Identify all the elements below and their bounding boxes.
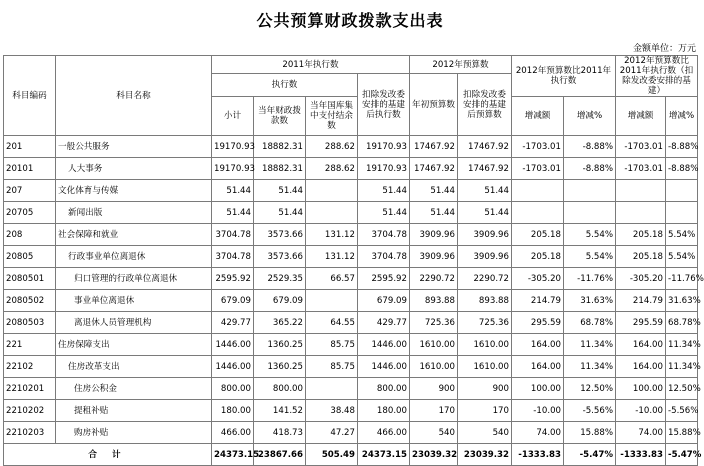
row-value: 17467.92 bbox=[458, 158, 512, 180]
row-value: 51.44 bbox=[212, 180, 254, 202]
row-value: 164.00 bbox=[512, 356, 564, 378]
row-value: 3573.66 bbox=[254, 246, 306, 268]
row-value: -11.76% bbox=[564, 268, 616, 290]
row-name: 人大事务 bbox=[56, 158, 212, 180]
row-value: 66.57 bbox=[306, 268, 358, 290]
row-value: -5.56% bbox=[564, 400, 616, 422]
row-value: 85.75 bbox=[306, 334, 358, 356]
row-value: -5.56% bbox=[666, 400, 698, 422]
row-value: -305.20 bbox=[616, 268, 666, 290]
row-code: 2080502 bbox=[4, 290, 56, 312]
row-value: 51.44 bbox=[458, 202, 512, 224]
total-value: -1333.83 bbox=[616, 444, 666, 466]
row-value: 31.63% bbox=[564, 290, 616, 312]
row-value: -8.88% bbox=[666, 158, 698, 180]
row-code: 207 bbox=[4, 180, 56, 202]
row-value: 1360.25 bbox=[254, 334, 306, 356]
row-name: 购房补贴 bbox=[56, 422, 212, 444]
table-row bbox=[4, 334, 698, 356]
row-value: 3704.78 bbox=[212, 224, 254, 246]
total-value: 23867.66 bbox=[254, 444, 306, 466]
row-value: 800.00 bbox=[358, 378, 410, 400]
row-value: 679.09 bbox=[212, 290, 254, 312]
row-value: 85.75 bbox=[306, 356, 358, 378]
row-value: 679.09 bbox=[254, 290, 306, 312]
row-value: 131.12 bbox=[306, 224, 358, 246]
row-value: 800.00 bbox=[212, 378, 254, 400]
row-value: 68.78% bbox=[666, 312, 698, 334]
row-code: 208 bbox=[4, 224, 56, 246]
row-code: 20805 bbox=[4, 246, 56, 268]
row-value: 1610.00 bbox=[458, 356, 512, 378]
row-value: 1446.00 bbox=[358, 356, 410, 378]
row-value bbox=[616, 180, 666, 202]
header-subtotal: 小计 bbox=[212, 97, 254, 136]
row-code: 201 bbox=[4, 136, 56, 158]
row-value: 164.00 bbox=[616, 356, 666, 378]
row-value: 100.00 bbox=[616, 378, 666, 400]
row-value: -10.00 bbox=[616, 400, 666, 422]
row-value: 3909.96 bbox=[458, 246, 512, 268]
table-row bbox=[4, 290, 698, 312]
table-row bbox=[4, 356, 698, 378]
row-value: 11.34% bbox=[564, 334, 616, 356]
row-value: 19170.93 bbox=[212, 136, 254, 158]
table-row bbox=[4, 268, 698, 290]
row-value: 429.77 bbox=[212, 312, 254, 334]
total-value: -1333.83 bbox=[512, 444, 564, 466]
table-row bbox=[4, 224, 698, 246]
row-value: 2529.35 bbox=[254, 268, 306, 290]
row-value: 893.88 bbox=[410, 290, 458, 312]
header-current-alloc: 当年财政拨款数 bbox=[254, 97, 306, 136]
header-code: 科目编码 bbox=[4, 56, 56, 136]
row-value: 2595.92 bbox=[212, 268, 254, 290]
header-cmp-excl: 2012年预算数比2011年执行数（扣除发改委安排的基建） bbox=[616, 56, 698, 97]
row-value: 180.00 bbox=[212, 400, 254, 422]
table-row bbox=[4, 180, 698, 202]
row-name: 文化体育与传媒 bbox=[56, 180, 212, 202]
row-value: 800.00 bbox=[254, 378, 306, 400]
row-value: 900 bbox=[410, 378, 458, 400]
header-pct: 增减% bbox=[564, 97, 616, 136]
row-value: 1610.00 bbox=[410, 356, 458, 378]
row-code: 2080503 bbox=[4, 312, 56, 334]
unit-label: 金额单位：万元 bbox=[632, 44, 696, 54]
header-diff2: 增减额 bbox=[616, 97, 666, 136]
total-value: 23039.32 bbox=[458, 444, 512, 466]
total-value: 24373.15 bbox=[212, 444, 254, 466]
row-value: 11.34% bbox=[666, 334, 698, 356]
row-value: 51.44 bbox=[410, 180, 458, 202]
row-value: 64.55 bbox=[306, 312, 358, 334]
row-value: -1703.01 bbox=[616, 136, 666, 158]
row-value: 51.44 bbox=[212, 202, 254, 224]
row-value: 466.00 bbox=[358, 422, 410, 444]
row-value: 214.79 bbox=[512, 290, 564, 312]
row-value: 68.78% bbox=[564, 312, 616, 334]
row-value: 47.27 bbox=[306, 422, 358, 444]
row-value: 19170.93 bbox=[358, 158, 410, 180]
header-excl-exec: 扣除发改委安排的基建后执行数 bbox=[358, 74, 410, 136]
row-value: 3704.78 bbox=[358, 246, 410, 268]
row-value: -8.88% bbox=[666, 136, 698, 158]
row-value: 131.12 bbox=[306, 246, 358, 268]
row-code: 22102 bbox=[4, 356, 56, 378]
row-value bbox=[512, 202, 564, 224]
table-row bbox=[4, 246, 698, 268]
row-value: 288.62 bbox=[306, 136, 358, 158]
row-value: 11.34% bbox=[666, 356, 698, 378]
row-name: 社会保障和就业 bbox=[56, 224, 212, 246]
row-value: 17467.92 bbox=[410, 158, 458, 180]
row-value bbox=[306, 290, 358, 312]
table-row bbox=[4, 312, 698, 334]
row-value: 418.73 bbox=[254, 422, 306, 444]
row-code: 2210202 bbox=[4, 400, 56, 422]
row-name: 新闻出版 bbox=[56, 202, 212, 224]
row-value: -8.88% bbox=[564, 136, 616, 158]
row-value: 51.44 bbox=[358, 180, 410, 202]
total-label: 合 计 bbox=[4, 444, 212, 466]
row-value: 205.18 bbox=[616, 246, 666, 268]
row-value: 164.00 bbox=[512, 334, 564, 356]
row-value: 51.44 bbox=[458, 180, 512, 202]
row-value: 51.44 bbox=[254, 180, 306, 202]
row-value: 1360.25 bbox=[254, 356, 306, 378]
row-name: 一般公共服务 bbox=[56, 136, 212, 158]
header-diff: 增减额 bbox=[512, 97, 564, 136]
row-value bbox=[306, 180, 358, 202]
row-value: 3909.96 bbox=[410, 246, 458, 268]
row-value: 1446.00 bbox=[212, 334, 254, 356]
row-value: 429.77 bbox=[358, 312, 410, 334]
row-name: 事业单位离退休 bbox=[56, 290, 212, 312]
row-value: 12.50% bbox=[564, 378, 616, 400]
table-row bbox=[4, 202, 698, 224]
header-budget2012: 2012年预算数 bbox=[410, 56, 512, 74]
row-value: 205.18 bbox=[512, 246, 564, 268]
row-value: 725.36 bbox=[458, 312, 512, 334]
row-value: 679.09 bbox=[358, 290, 410, 312]
row-value: 19170.93 bbox=[212, 158, 254, 180]
row-name: 住房改革支出 bbox=[56, 356, 212, 378]
row-value: 900 bbox=[458, 378, 512, 400]
row-value: 141.52 bbox=[254, 400, 306, 422]
row-value bbox=[306, 378, 358, 400]
row-value: 1446.00 bbox=[358, 334, 410, 356]
row-value: 18882.31 bbox=[254, 136, 306, 158]
row-name: 归口管理的行政单位离退休 bbox=[56, 268, 212, 290]
row-name: 住房公积金 bbox=[56, 378, 212, 400]
row-value: 164.00 bbox=[616, 334, 666, 356]
row-value: 5.54% bbox=[564, 246, 616, 268]
header-central-pay: 当年国库集中支付结余数 bbox=[306, 97, 358, 136]
row-value: 19170.93 bbox=[358, 136, 410, 158]
header-cmp-exec: 2012年预算数比2011年执行数 bbox=[512, 56, 616, 97]
row-value: 205.18 bbox=[512, 224, 564, 246]
row-value: 1446.00 bbox=[212, 356, 254, 378]
row-name: 离退休人员管理机构 bbox=[56, 312, 212, 334]
row-value: 365.22 bbox=[254, 312, 306, 334]
row-value: 2290.72 bbox=[410, 268, 458, 290]
table-row bbox=[4, 378, 698, 400]
row-value: 214.79 bbox=[616, 290, 666, 312]
row-value: 12.50% bbox=[666, 378, 698, 400]
row-value bbox=[512, 180, 564, 202]
row-value: 3704.78 bbox=[212, 246, 254, 268]
row-value: 3909.96 bbox=[458, 224, 512, 246]
total-value: -5.47% bbox=[564, 444, 616, 466]
row-value bbox=[564, 180, 616, 202]
row-value: 51.44 bbox=[254, 202, 306, 224]
row-value: 3909.96 bbox=[410, 224, 458, 246]
row-code: 2210203 bbox=[4, 422, 56, 444]
row-value: 540 bbox=[410, 422, 458, 444]
row-value: 205.18 bbox=[616, 224, 666, 246]
row-value: 295.59 bbox=[616, 312, 666, 334]
row-value: 466.00 bbox=[212, 422, 254, 444]
total-value: -5.47% bbox=[666, 444, 698, 466]
row-value: -11.76% bbox=[666, 268, 698, 290]
row-value bbox=[616, 202, 666, 224]
row-value: 170 bbox=[458, 400, 512, 422]
total-value: 23039.32 bbox=[410, 444, 458, 466]
row-value: 288.62 bbox=[306, 158, 358, 180]
row-value: 38.48 bbox=[306, 400, 358, 422]
row-value bbox=[564, 202, 616, 224]
row-value: 11.34% bbox=[564, 356, 616, 378]
total-row bbox=[4, 444, 698, 466]
row-value: 295.59 bbox=[512, 312, 564, 334]
row-value: 725.36 bbox=[410, 312, 458, 334]
row-code: 20101 bbox=[4, 158, 56, 180]
row-value: 100.00 bbox=[512, 378, 564, 400]
row-value: -1703.01 bbox=[512, 158, 564, 180]
row-value: 17467.92 bbox=[410, 136, 458, 158]
header-name: 科目名称 bbox=[56, 56, 212, 136]
row-value: 180.00 bbox=[358, 400, 410, 422]
row-value bbox=[666, 180, 698, 202]
row-value: 51.44 bbox=[410, 202, 458, 224]
row-value bbox=[666, 202, 698, 224]
row-code: 20705 bbox=[4, 202, 56, 224]
row-value: 15.88% bbox=[666, 422, 698, 444]
row-value: 31.63% bbox=[666, 290, 698, 312]
row-value: 170 bbox=[410, 400, 458, 422]
row-value: -10.00 bbox=[512, 400, 564, 422]
table-row bbox=[4, 422, 698, 444]
row-value: -305.20 bbox=[512, 268, 564, 290]
row-value: -1703.01 bbox=[616, 158, 666, 180]
table-row bbox=[4, 136, 698, 158]
row-value: 3573.66 bbox=[254, 224, 306, 246]
row-value: 74.00 bbox=[512, 422, 564, 444]
row-value: 2595.92 bbox=[358, 268, 410, 290]
row-value: 17467.92 bbox=[458, 136, 512, 158]
header-excl-budget: 扣除发改委安排的基建后预算数 bbox=[458, 74, 512, 136]
row-value: 5.54% bbox=[666, 224, 698, 246]
row-value: -1703.01 bbox=[512, 136, 564, 158]
row-name: 提租补贴 bbox=[56, 400, 212, 422]
row-code: 221 bbox=[4, 334, 56, 356]
row-value: 15.88% bbox=[564, 422, 616, 444]
row-value: -8.88% bbox=[564, 158, 616, 180]
total-value: 505.49 bbox=[306, 444, 358, 466]
row-code: 2210201 bbox=[4, 378, 56, 400]
row-value: 3704.78 bbox=[358, 224, 410, 246]
header-exec2011: 2011年执行数 bbox=[212, 56, 410, 74]
table-body bbox=[4, 136, 704, 466]
page-title: 公共预算财政拨款支出表 bbox=[256, 11, 444, 30]
expenditure-table bbox=[3, 55, 704, 466]
row-value: 5.54% bbox=[564, 224, 616, 246]
row-value: 74.00 bbox=[616, 422, 666, 444]
row-code: 2080501 bbox=[4, 268, 56, 290]
row-value: 2290.72 bbox=[458, 268, 512, 290]
row-value: 893.88 bbox=[458, 290, 512, 312]
row-name: 住房保障支出 bbox=[56, 334, 212, 356]
row-value: 1610.00 bbox=[410, 334, 458, 356]
total-value: 24373.15 bbox=[358, 444, 410, 466]
table-row bbox=[4, 400, 698, 422]
header-pct2: 增减% bbox=[666, 97, 698, 136]
row-name: 行政事业单位离退休 bbox=[56, 246, 212, 268]
row-value bbox=[306, 202, 358, 224]
header-initial-budget: 年初预算数 bbox=[410, 74, 458, 136]
row-value: 5.54% bbox=[666, 246, 698, 268]
row-value: 1610.00 bbox=[458, 334, 512, 356]
row-value: 51.44 bbox=[358, 202, 410, 224]
header-exec-sub: 执行数 bbox=[212, 74, 358, 97]
row-value: 540 bbox=[458, 422, 512, 444]
row-value: 18882.31 bbox=[254, 158, 306, 180]
table-row bbox=[4, 158, 698, 180]
